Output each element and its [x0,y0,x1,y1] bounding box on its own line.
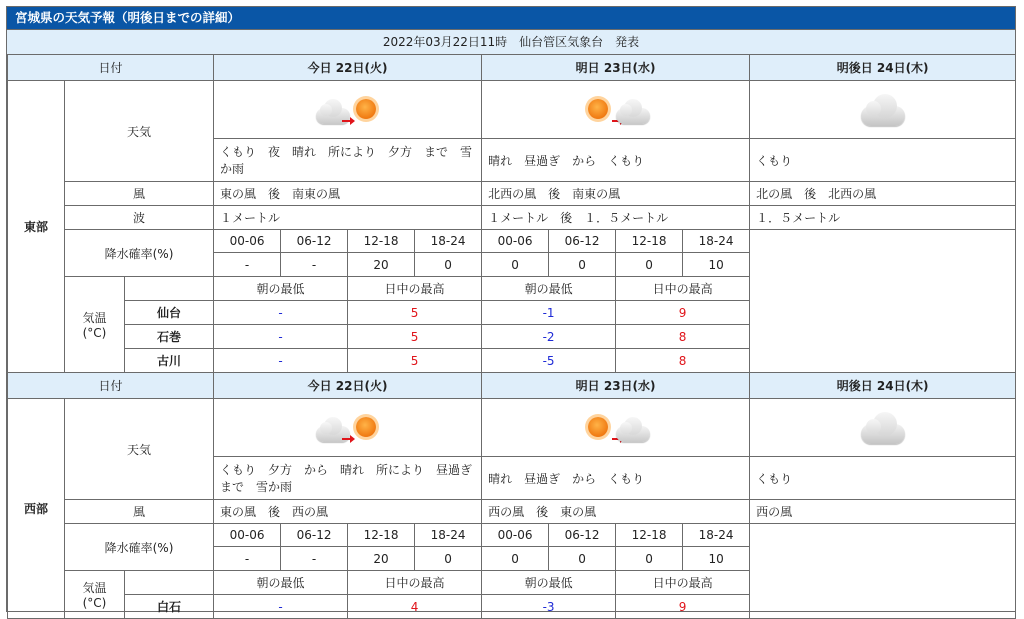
max-temp: 8 [616,325,750,349]
max-temp: 4 [348,595,482,619]
panel-title: 宮城県の天気予報（明後日までの詳細） [7,7,1015,29]
west-tomorrow-weather-text: 晴れ 昼過ぎ から くもり [482,457,750,500]
east-dayafter-empty [750,230,1016,373]
east-dayafter-wave: １．５メートル [750,206,1016,230]
west-dayafter-empty [750,524,1016,619]
wave-label: 波 [65,206,214,230]
city-name: 仙台 [125,301,214,325]
pop-slot: 12-18 [616,524,683,547]
pop-value: 0 [616,547,683,571]
min-temp: - [214,325,348,349]
west-today-weather-text: くもり 夕方 から 晴れ 所により 昼過ぎ まで 雪か雨 [214,457,482,500]
west-today-wind: 東の風 後 西の風 [214,500,482,524]
min-temp: - [214,595,348,619]
day-header-tomorrow: 明日 23日(水) [482,55,750,81]
east-dayafter-wind: 北の風 後 北西の風 [750,182,1016,206]
temp-label [65,277,125,373]
east-today-wind: 東の風 後 南東の風 [214,182,482,206]
date-header: 日付 [8,55,214,81]
pop-slot: 06-12 [549,230,616,253]
pop-slot: 18-24 [415,524,482,547]
temp-city-blank [125,277,214,301]
day-max-header: 日中の最高 [348,277,482,301]
morning-min-header: 朝の最低 [214,571,348,595]
pop-value: 0 [549,253,616,277]
min-temp: -5 [482,349,616,373]
weather-label: 天気 [65,81,214,182]
issued-line: 2022年03月22日11時 仙台管区気象台 発表 [7,29,1015,54]
temp-label-text: 気温 [82,581,107,595]
pop-value: 20 [348,253,415,277]
pop-value: 0 [616,253,683,277]
day-header-dayafter: 明後日 24日(木) [750,373,1016,399]
cloudy-then-sunny-icon [316,411,380,445]
west-tomorrow-weather-cell [482,399,750,457]
max-temp: 9 [616,301,750,325]
day-header-today: 今日 22日(火) [214,373,482,399]
wind-label: 風 [65,500,214,524]
pop-slot: 00-06 [214,230,281,253]
min-temp: -1 [482,301,616,325]
sunny-then-cloudy-icon [584,411,648,445]
sunny-then-cloudy-icon [584,93,648,127]
pop-label: 降水確率(%) [65,230,214,277]
east-today-weather-cell [214,81,482,139]
morning-min-header: 朝の最低 [482,277,616,301]
east-tomorrow-weather-text: 晴れ 昼過ぎ から くもり [482,139,750,182]
pop-value: - [281,547,348,571]
pop-slot: 12-18 [348,230,415,253]
max-temp: 8 [616,349,750,373]
forecast-panel [6,6,1016,612]
pop-value: 20 [348,547,415,571]
pop-value: - [281,253,348,277]
pop-slot: 12-18 [348,524,415,547]
day-max-header: 日中の最高 [348,571,482,595]
pop-value: 0 [415,253,482,277]
temp-label [65,571,125,619]
min-temp: - [214,349,348,373]
day-max-header: 日中の最高 [616,277,750,301]
pop-slot: 18-24 [683,524,750,547]
east-dayafter-weather-cell [750,81,1016,139]
pop-value: 10 [683,253,750,277]
west-dayafter-wind: 西の風 [750,500,1016,524]
pop-slot: 12-18 [616,230,683,253]
pop-value: 0 [482,547,549,571]
pop-value: 0 [482,253,549,277]
min-temp: -2 [482,325,616,349]
city-name: 石巻 [125,325,214,349]
pop-slot: 18-24 [683,230,750,253]
pop-value: 10 [683,547,750,571]
min-temp: - [214,301,348,325]
east-today-wave: １メートル [214,206,482,230]
pop-value: - [214,547,281,571]
temp-label-unit: (°C) [82,596,107,610]
west-tomorrow-wind: 西の風 後 東の風 [482,500,750,524]
pop-slot: 00-06 [482,230,549,253]
morning-min-header: 朝の最低 [214,277,348,301]
day-header-today: 今日 22日(火) [214,55,482,81]
pop-value: - [214,253,281,277]
pop-slot: 00-06 [214,524,281,547]
west-today-weather-cell [214,399,482,457]
temp-label-text: 気温 [82,311,107,325]
temp-label-unit: (°C) [82,326,107,340]
forecast-table [7,54,1016,619]
day-header-dayafter: 明後日 24日(木) [750,55,1016,81]
east-tomorrow-wind: 北西の風 後 南東の風 [482,182,750,206]
min-temp: -3 [482,595,616,619]
pop-slot: 06-12 [281,524,348,547]
morning-min-header: 朝の最低 [482,571,616,595]
region-west: 西部 [8,399,65,619]
city-name: 白石 [125,595,214,619]
date-header: 日付 [8,373,214,399]
max-temp: 9 [616,595,750,619]
pop-value: 0 [549,547,616,571]
pop-slot: 06-12 [281,230,348,253]
pop-slot: 06-12 [549,524,616,547]
region-east: 東部 [8,81,65,373]
east-today-weather-text: くもり 夜 晴れ 所により 夕方 まで 雪か雨 [214,139,482,182]
max-temp: 5 [348,349,482,373]
max-temp: 5 [348,301,482,325]
day-header-tomorrow: 明日 23日(水) [482,373,750,399]
west-dayafter-weather-cell [750,399,1016,457]
max-temp: 5 [348,325,482,349]
cloudy-icon [851,411,915,445]
pop-value: 0 [415,547,482,571]
west-dayafter-weather-text: くもり [750,457,1016,500]
east-dayafter-weather-text: くもり [750,139,1016,182]
city-name: 古川 [125,349,214,373]
wind-label: 風 [65,182,214,206]
east-tomorrow-weather-cell [482,81,750,139]
cloudy-then-sunny-icon [316,93,380,127]
weather-label: 天気 [65,399,214,500]
pop-label: 降水確率(%) [65,524,214,571]
east-tomorrow-wave: １メートル 後 １．５メートル [482,206,750,230]
temp-city-blank [125,571,214,595]
pop-slot: 00-06 [482,524,549,547]
pop-slot: 18-24 [415,230,482,253]
cloudy-icon [851,93,915,127]
day-max-header: 日中の最高 [616,571,750,595]
